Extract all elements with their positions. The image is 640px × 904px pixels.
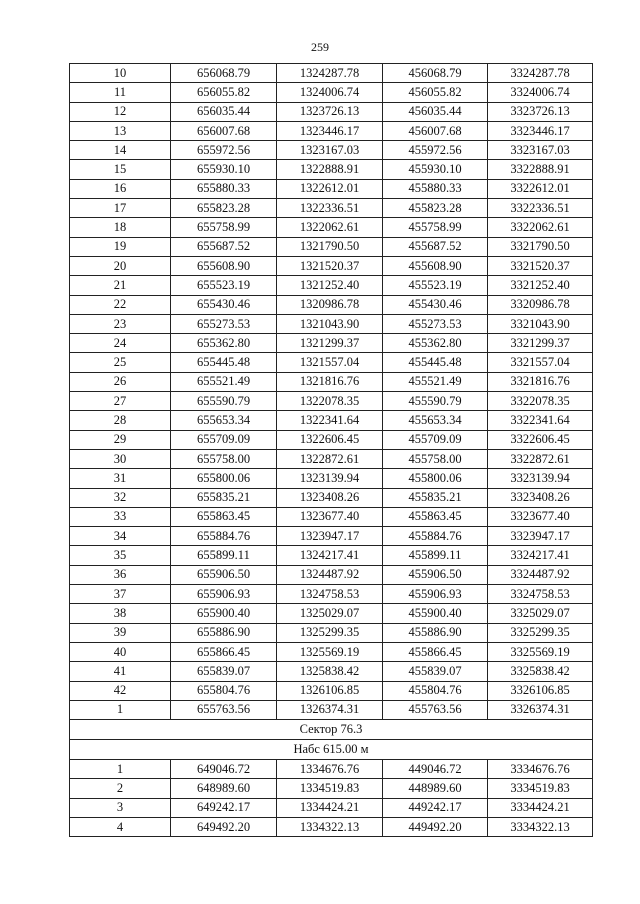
- section-subtitle-row: [70, 740, 593, 760]
- point-number-cell: 1: [70, 700, 171, 719]
- x-local-cell: 455886.90: [383, 623, 488, 642]
- section-title-row: [70, 720, 593, 740]
- y-local-cell: 3323947.17: [488, 527, 593, 546]
- x-local-cell: 456007.68: [383, 121, 488, 140]
- y-coordinate-cell: 1321299.37: [277, 334, 383, 353]
- point-number-cell: 14: [70, 141, 171, 160]
- table-row: [70, 314, 593, 333]
- x-local-cell: 455763.56: [383, 700, 488, 719]
- table-row: [70, 64, 593, 83]
- point-number-cell: 12: [70, 102, 171, 121]
- table-row: [70, 798, 593, 817]
- y-coordinate-cell: 1322888.91: [277, 160, 383, 179]
- point-number-cell: 26: [70, 372, 171, 391]
- point-number-cell: 37: [70, 585, 171, 604]
- table-row: [70, 372, 593, 391]
- table-row: [70, 469, 593, 488]
- y-coordinate-cell: 1323408.26: [277, 488, 383, 507]
- table-row: [70, 507, 593, 526]
- table-row: [70, 681, 593, 700]
- y-local-cell: 3323677.40: [488, 507, 593, 526]
- y-local-cell: 3322606.45: [488, 430, 593, 449]
- section-elevation: Набс 615.00 м: [70, 740, 593, 760]
- x-coordinate-cell: 655906.50: [171, 565, 277, 584]
- x-coordinate-cell: 655273.53: [171, 314, 277, 333]
- point-number-cell: 33: [70, 507, 171, 526]
- table-row: [70, 237, 593, 256]
- y-coordinate-cell: 1321252.40: [277, 276, 383, 295]
- y-coordinate-cell: 1324758.53: [277, 585, 383, 604]
- x-coordinate-cell: 656068.79: [171, 64, 277, 83]
- x-local-cell: 455884.76: [383, 527, 488, 546]
- coordinates-table: [69, 63, 593, 837]
- y-coordinate-cell: 1325569.19: [277, 642, 383, 661]
- y-coordinate-cell: 1323167.03: [277, 141, 383, 160]
- table-row: [70, 817, 593, 836]
- x-local-cell: 455930.10: [383, 160, 488, 179]
- x-coordinate-cell: 655835.21: [171, 488, 277, 507]
- x-coordinate-cell: 655445.48: [171, 353, 277, 372]
- y-coordinate-cell: 1326106.85: [277, 681, 383, 700]
- y-local-cell: 3325569.19: [488, 642, 593, 661]
- y-coordinate-cell: 1325838.42: [277, 662, 383, 681]
- y-coordinate-cell: 1322612.01: [277, 179, 383, 198]
- x-coordinate-cell: 655899.11: [171, 546, 277, 565]
- y-local-cell: 3321790.50: [488, 237, 593, 256]
- y-local-cell: 3323446.17: [488, 121, 593, 140]
- y-local-cell: 3324217.41: [488, 546, 593, 565]
- table-row: [70, 411, 593, 430]
- table-row: [70, 276, 593, 295]
- point-number-cell: 3: [70, 798, 171, 817]
- y-coordinate-cell: 1322078.35: [277, 392, 383, 411]
- point-number-cell: 38: [70, 604, 171, 623]
- point-number-cell: 22: [70, 295, 171, 314]
- y-coordinate-cell: 1325029.07: [277, 604, 383, 623]
- x-local-cell: 449242.17: [383, 798, 488, 817]
- x-local-cell: 455804.76: [383, 681, 488, 700]
- x-local-cell: 449492.20: [383, 817, 488, 836]
- y-coordinate-cell: 1324006.74: [277, 83, 383, 102]
- y-coordinate-cell: 1322872.61: [277, 449, 383, 468]
- x-coordinate-cell: 656035.44: [171, 102, 277, 121]
- point-number-cell: 31: [70, 469, 171, 488]
- x-coordinate-cell: 648989.60: [171, 779, 277, 798]
- y-local-cell: 3334424.21: [488, 798, 593, 817]
- y-coordinate-cell: 1321557.04: [277, 353, 383, 372]
- y-local-cell: 3321299.37: [488, 334, 593, 353]
- x-coordinate-cell: 655709.09: [171, 430, 277, 449]
- y-local-cell: 3322872.61: [488, 449, 593, 468]
- y-coordinate-cell: 1323139.94: [277, 469, 383, 488]
- table-row: [70, 295, 593, 314]
- y-coordinate-cell: 1322336.51: [277, 199, 383, 218]
- table-row: [70, 102, 593, 121]
- point-number-cell: 18: [70, 218, 171, 237]
- x-coordinate-cell: 655758.00: [171, 449, 277, 468]
- table-row: [70, 760, 593, 779]
- point-number-cell: 21: [70, 276, 171, 295]
- table-row: [70, 160, 593, 179]
- y-local-cell: 3321252.40: [488, 276, 593, 295]
- point-number-cell: 36: [70, 565, 171, 584]
- table-row: [70, 527, 593, 546]
- table-row: [70, 488, 593, 507]
- table-row: [70, 199, 593, 218]
- point-number-cell: 17: [70, 199, 171, 218]
- table-row: [70, 121, 593, 140]
- table-row: [70, 449, 593, 468]
- point-number-cell: 34: [70, 527, 171, 546]
- x-local-cell: 455899.11: [383, 546, 488, 565]
- y-coordinate-cell: 1334322.13: [277, 817, 383, 836]
- point-number-cell: 15: [70, 160, 171, 179]
- y-coordinate-cell: 1321790.50: [277, 237, 383, 256]
- y-local-cell: 3322888.91: [488, 160, 593, 179]
- x-local-cell: 455758.00: [383, 449, 488, 468]
- point-number-cell: 23: [70, 314, 171, 333]
- x-coordinate-cell: 655886.90: [171, 623, 277, 642]
- point-number-cell: 35: [70, 546, 171, 565]
- x-local-cell: 455906.93: [383, 585, 488, 604]
- y-coordinate-cell: 1324487.92: [277, 565, 383, 584]
- y-local-cell: 3323408.26: [488, 488, 593, 507]
- x-local-cell: 455972.56: [383, 141, 488, 160]
- point-number-cell: 11: [70, 83, 171, 102]
- x-local-cell: 455900.40: [383, 604, 488, 623]
- x-coordinate-cell: 655906.93: [171, 585, 277, 604]
- x-local-cell: 455608.90: [383, 256, 488, 275]
- table-row: [70, 700, 593, 719]
- y-local-cell: 3321043.90: [488, 314, 593, 333]
- point-number-cell: 30: [70, 449, 171, 468]
- x-coordinate-cell: 655880.33: [171, 179, 277, 198]
- x-local-cell: 455880.33: [383, 179, 488, 198]
- y-coordinate-cell: 1323677.40: [277, 507, 383, 526]
- section-title: Сектор 76.3: [70, 720, 593, 740]
- y-coordinate-cell: 1322341.64: [277, 411, 383, 430]
- y-local-cell: 3326106.85: [488, 681, 593, 700]
- x-local-cell: 449046.72: [383, 760, 488, 779]
- x-local-cell: 455362.80: [383, 334, 488, 353]
- y-local-cell: 3334676.76: [488, 760, 593, 779]
- x-local-cell: 455687.52: [383, 237, 488, 256]
- y-local-cell: 3323726.13: [488, 102, 593, 121]
- point-number-cell: 10: [70, 64, 171, 83]
- table-row: [70, 565, 593, 584]
- x-local-cell: 455590.79: [383, 392, 488, 411]
- table-row: [70, 546, 593, 565]
- y-local-cell: 3321557.04: [488, 353, 593, 372]
- x-local-cell: 456035.44: [383, 102, 488, 121]
- x-local-cell: 455800.06: [383, 469, 488, 488]
- y-coordinate-cell: 1325299.35: [277, 623, 383, 642]
- x-local-cell: 455906.50: [383, 565, 488, 584]
- y-local-cell: 3322062.61: [488, 218, 593, 237]
- page-number: 259: [311, 40, 329, 54]
- y-coordinate-cell: 1326374.31: [277, 700, 383, 719]
- x-local-cell: 455758.99: [383, 218, 488, 237]
- y-local-cell: 3322341.64: [488, 411, 593, 430]
- point-number-cell: 25: [70, 353, 171, 372]
- x-local-cell: 448989.60: [383, 779, 488, 798]
- table-row: [70, 779, 593, 798]
- y-local-cell: 3323167.03: [488, 141, 593, 160]
- table-row: [70, 83, 593, 102]
- x-local-cell: 455863.45: [383, 507, 488, 526]
- x-coordinate-cell: 655900.40: [171, 604, 277, 623]
- x-coordinate-cell: 655653.34: [171, 411, 277, 430]
- x-local-cell: 455273.53: [383, 314, 488, 333]
- y-coordinate-cell: 1324287.78: [277, 64, 383, 83]
- point-number-cell: 41: [70, 662, 171, 681]
- y-local-cell: 3325029.07: [488, 604, 593, 623]
- y-local-cell: 3322078.35: [488, 392, 593, 411]
- point-number-cell: 32: [70, 488, 171, 507]
- x-coordinate-cell: 655758.99: [171, 218, 277, 237]
- table-row: [70, 585, 593, 604]
- section-2-header: [70, 720, 593, 760]
- x-local-cell: 456068.79: [383, 64, 488, 83]
- y-local-cell: 3326374.31: [488, 700, 593, 719]
- x-coordinate-cell: 655823.28: [171, 199, 277, 218]
- x-coordinate-cell: 655884.76: [171, 527, 277, 546]
- y-coordinate-cell: 1322606.45: [277, 430, 383, 449]
- y-local-cell: 3325299.35: [488, 623, 593, 642]
- table-row: [70, 179, 593, 198]
- table-row: [70, 662, 593, 681]
- point-number-cell: 39: [70, 623, 171, 642]
- y-coordinate-cell: 1334519.83: [277, 779, 383, 798]
- table-row: [70, 604, 593, 623]
- x-coordinate-cell: 649492.20: [171, 817, 277, 836]
- x-coordinate-cell: 655687.52: [171, 237, 277, 256]
- y-local-cell: 3334322.13: [488, 817, 593, 836]
- y-local-cell: 3321816.76: [488, 372, 593, 391]
- point-number-cell: 16: [70, 179, 171, 198]
- x-coordinate-cell: 649046.72: [171, 760, 277, 779]
- y-coordinate-cell: 1320986.78: [277, 295, 383, 314]
- x-local-cell: 455653.34: [383, 411, 488, 430]
- x-coordinate-cell: 655839.07: [171, 662, 277, 681]
- x-coordinate-cell: 655430.46: [171, 295, 277, 314]
- point-number-cell: 1: [70, 760, 171, 779]
- x-coordinate-cell: 655362.80: [171, 334, 277, 353]
- x-coordinate-cell: 655608.90: [171, 256, 277, 275]
- point-number-cell: 20: [70, 256, 171, 275]
- point-number-cell: 42: [70, 681, 171, 700]
- x-coordinate-cell: 655521.49: [171, 372, 277, 391]
- table-row: [70, 392, 593, 411]
- y-coordinate-cell: 1323446.17: [277, 121, 383, 140]
- point-number-cell: 24: [70, 334, 171, 353]
- point-number-cell: 40: [70, 642, 171, 661]
- table-row: [70, 218, 593, 237]
- y-coordinate-cell: 1321520.37: [277, 256, 383, 275]
- y-local-cell: 3322612.01: [488, 179, 593, 198]
- y-local-cell: 3324758.53: [488, 585, 593, 604]
- y-coordinate-cell: 1323947.17: [277, 527, 383, 546]
- x-local-cell: 455823.28: [383, 199, 488, 218]
- x-coordinate-cell: 655972.56: [171, 141, 277, 160]
- y-local-cell: 3320986.78: [488, 295, 593, 314]
- x-coordinate-cell: 655590.79: [171, 392, 277, 411]
- x-coordinate-cell: 655930.10: [171, 160, 277, 179]
- x-local-cell: 455523.19: [383, 276, 488, 295]
- x-local-cell: 455521.49: [383, 372, 488, 391]
- point-number-cell: 2: [70, 779, 171, 798]
- y-coordinate-cell: 1324217.41: [277, 546, 383, 565]
- x-local-cell: 455835.21: [383, 488, 488, 507]
- y-local-cell: 3324487.92: [488, 565, 593, 584]
- y-local-cell: 3321520.37: [488, 256, 593, 275]
- x-local-cell: 456055.82: [383, 83, 488, 102]
- x-coordinate-cell: 655804.76: [171, 681, 277, 700]
- point-number-cell: 4: [70, 817, 171, 836]
- x-coordinate-cell: 655523.19: [171, 276, 277, 295]
- x-local-cell: 455445.48: [383, 353, 488, 372]
- y-local-cell: 3322336.51: [488, 199, 593, 218]
- x-coordinate-cell: 655763.56: [171, 700, 277, 719]
- point-number-cell: 28: [70, 411, 171, 430]
- x-coordinate-cell: 656055.82: [171, 83, 277, 102]
- point-number-cell: 19: [70, 237, 171, 256]
- section-2-body: [70, 760, 593, 837]
- x-coordinate-cell: 655800.06: [171, 469, 277, 488]
- y-local-cell: 3334519.83: [488, 779, 593, 798]
- point-number-cell: 27: [70, 392, 171, 411]
- y-local-cell: 3325838.42: [488, 662, 593, 681]
- x-coordinate-cell: 656007.68: [171, 121, 277, 140]
- y-local-cell: 3324006.74: [488, 83, 593, 102]
- table-row: [70, 334, 593, 353]
- y-coordinate-cell: 1321043.90: [277, 314, 383, 333]
- y-coordinate-cell: 1323726.13: [277, 102, 383, 121]
- x-coordinate-cell: 649242.17: [171, 798, 277, 817]
- y-coordinate-cell: 1322062.61: [277, 218, 383, 237]
- y-coordinate-cell: 1321816.76: [277, 372, 383, 391]
- x-local-cell: 455839.07: [383, 662, 488, 681]
- x-coordinate-cell: 655863.45: [171, 507, 277, 526]
- y-local-cell: 3324287.78: [488, 64, 593, 83]
- y-local-cell: 3323139.94: [488, 469, 593, 488]
- table-row: [70, 141, 593, 160]
- x-local-cell: 455430.46: [383, 295, 488, 314]
- y-coordinate-cell: 1334424.21: [277, 798, 383, 817]
- y-coordinate-cell: 1334676.76: [277, 760, 383, 779]
- point-number-cell: 29: [70, 430, 171, 449]
- table-row: [70, 256, 593, 275]
- table-row: [70, 623, 593, 642]
- x-local-cell: 455866.45: [383, 642, 488, 661]
- section-1-body: [70, 64, 593, 720]
- table-row: [70, 642, 593, 661]
- point-number-cell: 13: [70, 121, 171, 140]
- table-row: [70, 430, 593, 449]
- table-row: [70, 353, 593, 372]
- x-local-cell: 455709.09: [383, 430, 488, 449]
- x-coordinate-cell: 655866.45: [171, 642, 277, 661]
